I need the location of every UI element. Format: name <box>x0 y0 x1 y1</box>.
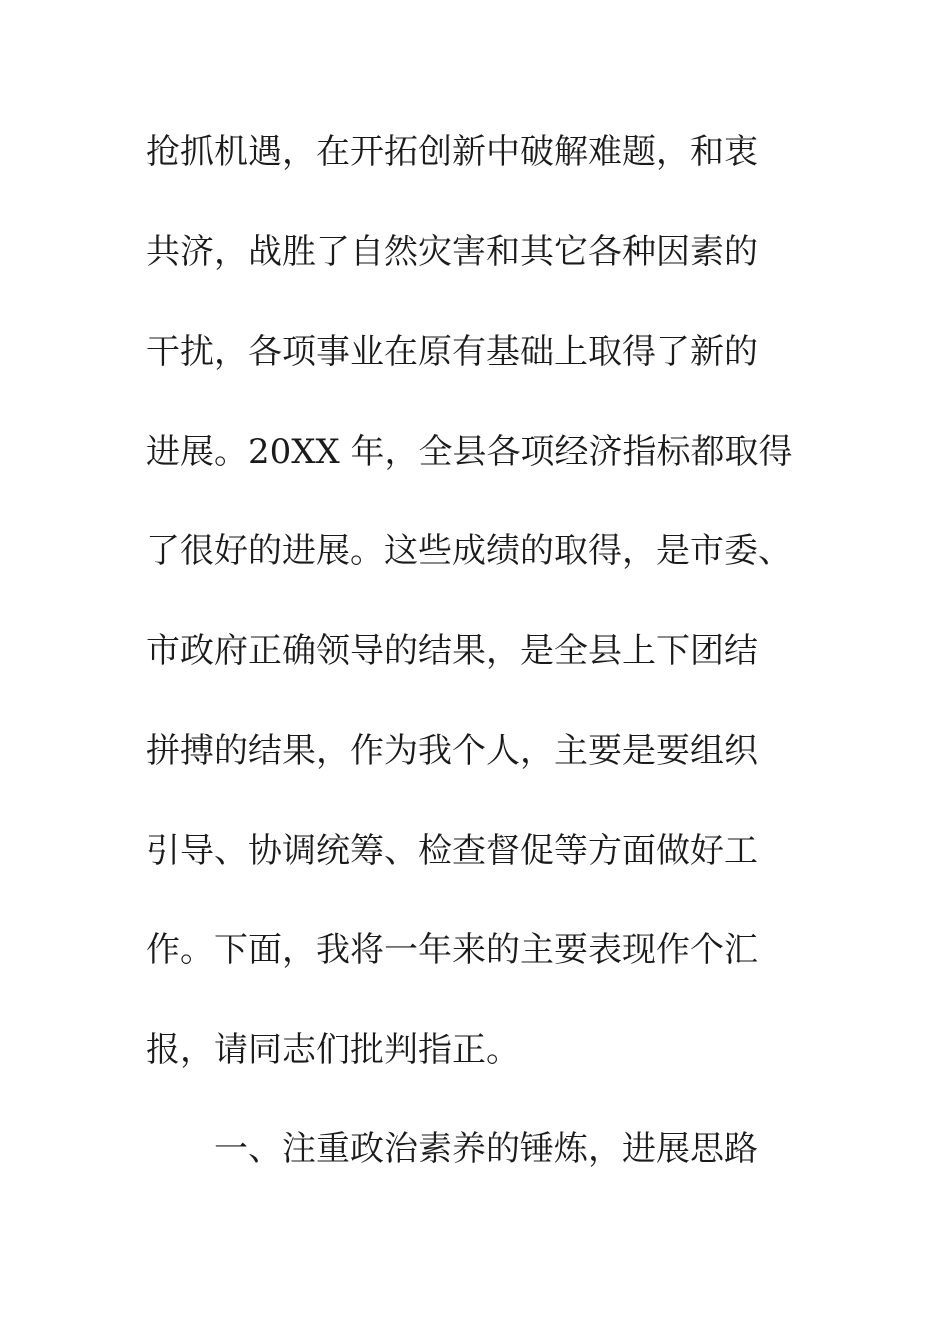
paragraph-line: 共济，战胜了自然灾害和其它各种因素的 <box>146 232 758 272</box>
paragraph-line: 拼搏的结果，作为我个人，主要是要组织 <box>146 731 758 771</box>
paragraph-line: 作。下面，我将一年来的主要表现作个汇 <box>146 930 758 970</box>
paragraph-line: 干扰，各项事业在原有基础上取得了新的 <box>146 332 758 372</box>
paragraph-line: 抢抓机遇，在开拓创新中破解难题，和衷 <box>146 132 758 172</box>
paragraph-line: 了很好的进展。这些成绩的取得，是市委、 <box>146 531 792 571</box>
paragraph-line: 报，请同志们批判指正。 <box>146 1030 520 1070</box>
paragraph-line: 市政府正确领导的结果，是全县上下团结 <box>146 631 758 671</box>
section-heading-line: 一、注重政治素养的锤炼，进展思路 <box>214 1129 758 1169</box>
paragraph-line: 引导、协调统筹、检查督促等方面做好工 <box>146 831 758 871</box>
paragraph-line: 进展。20XX 年，全县各项经济指标都取得 <box>146 432 793 472</box>
